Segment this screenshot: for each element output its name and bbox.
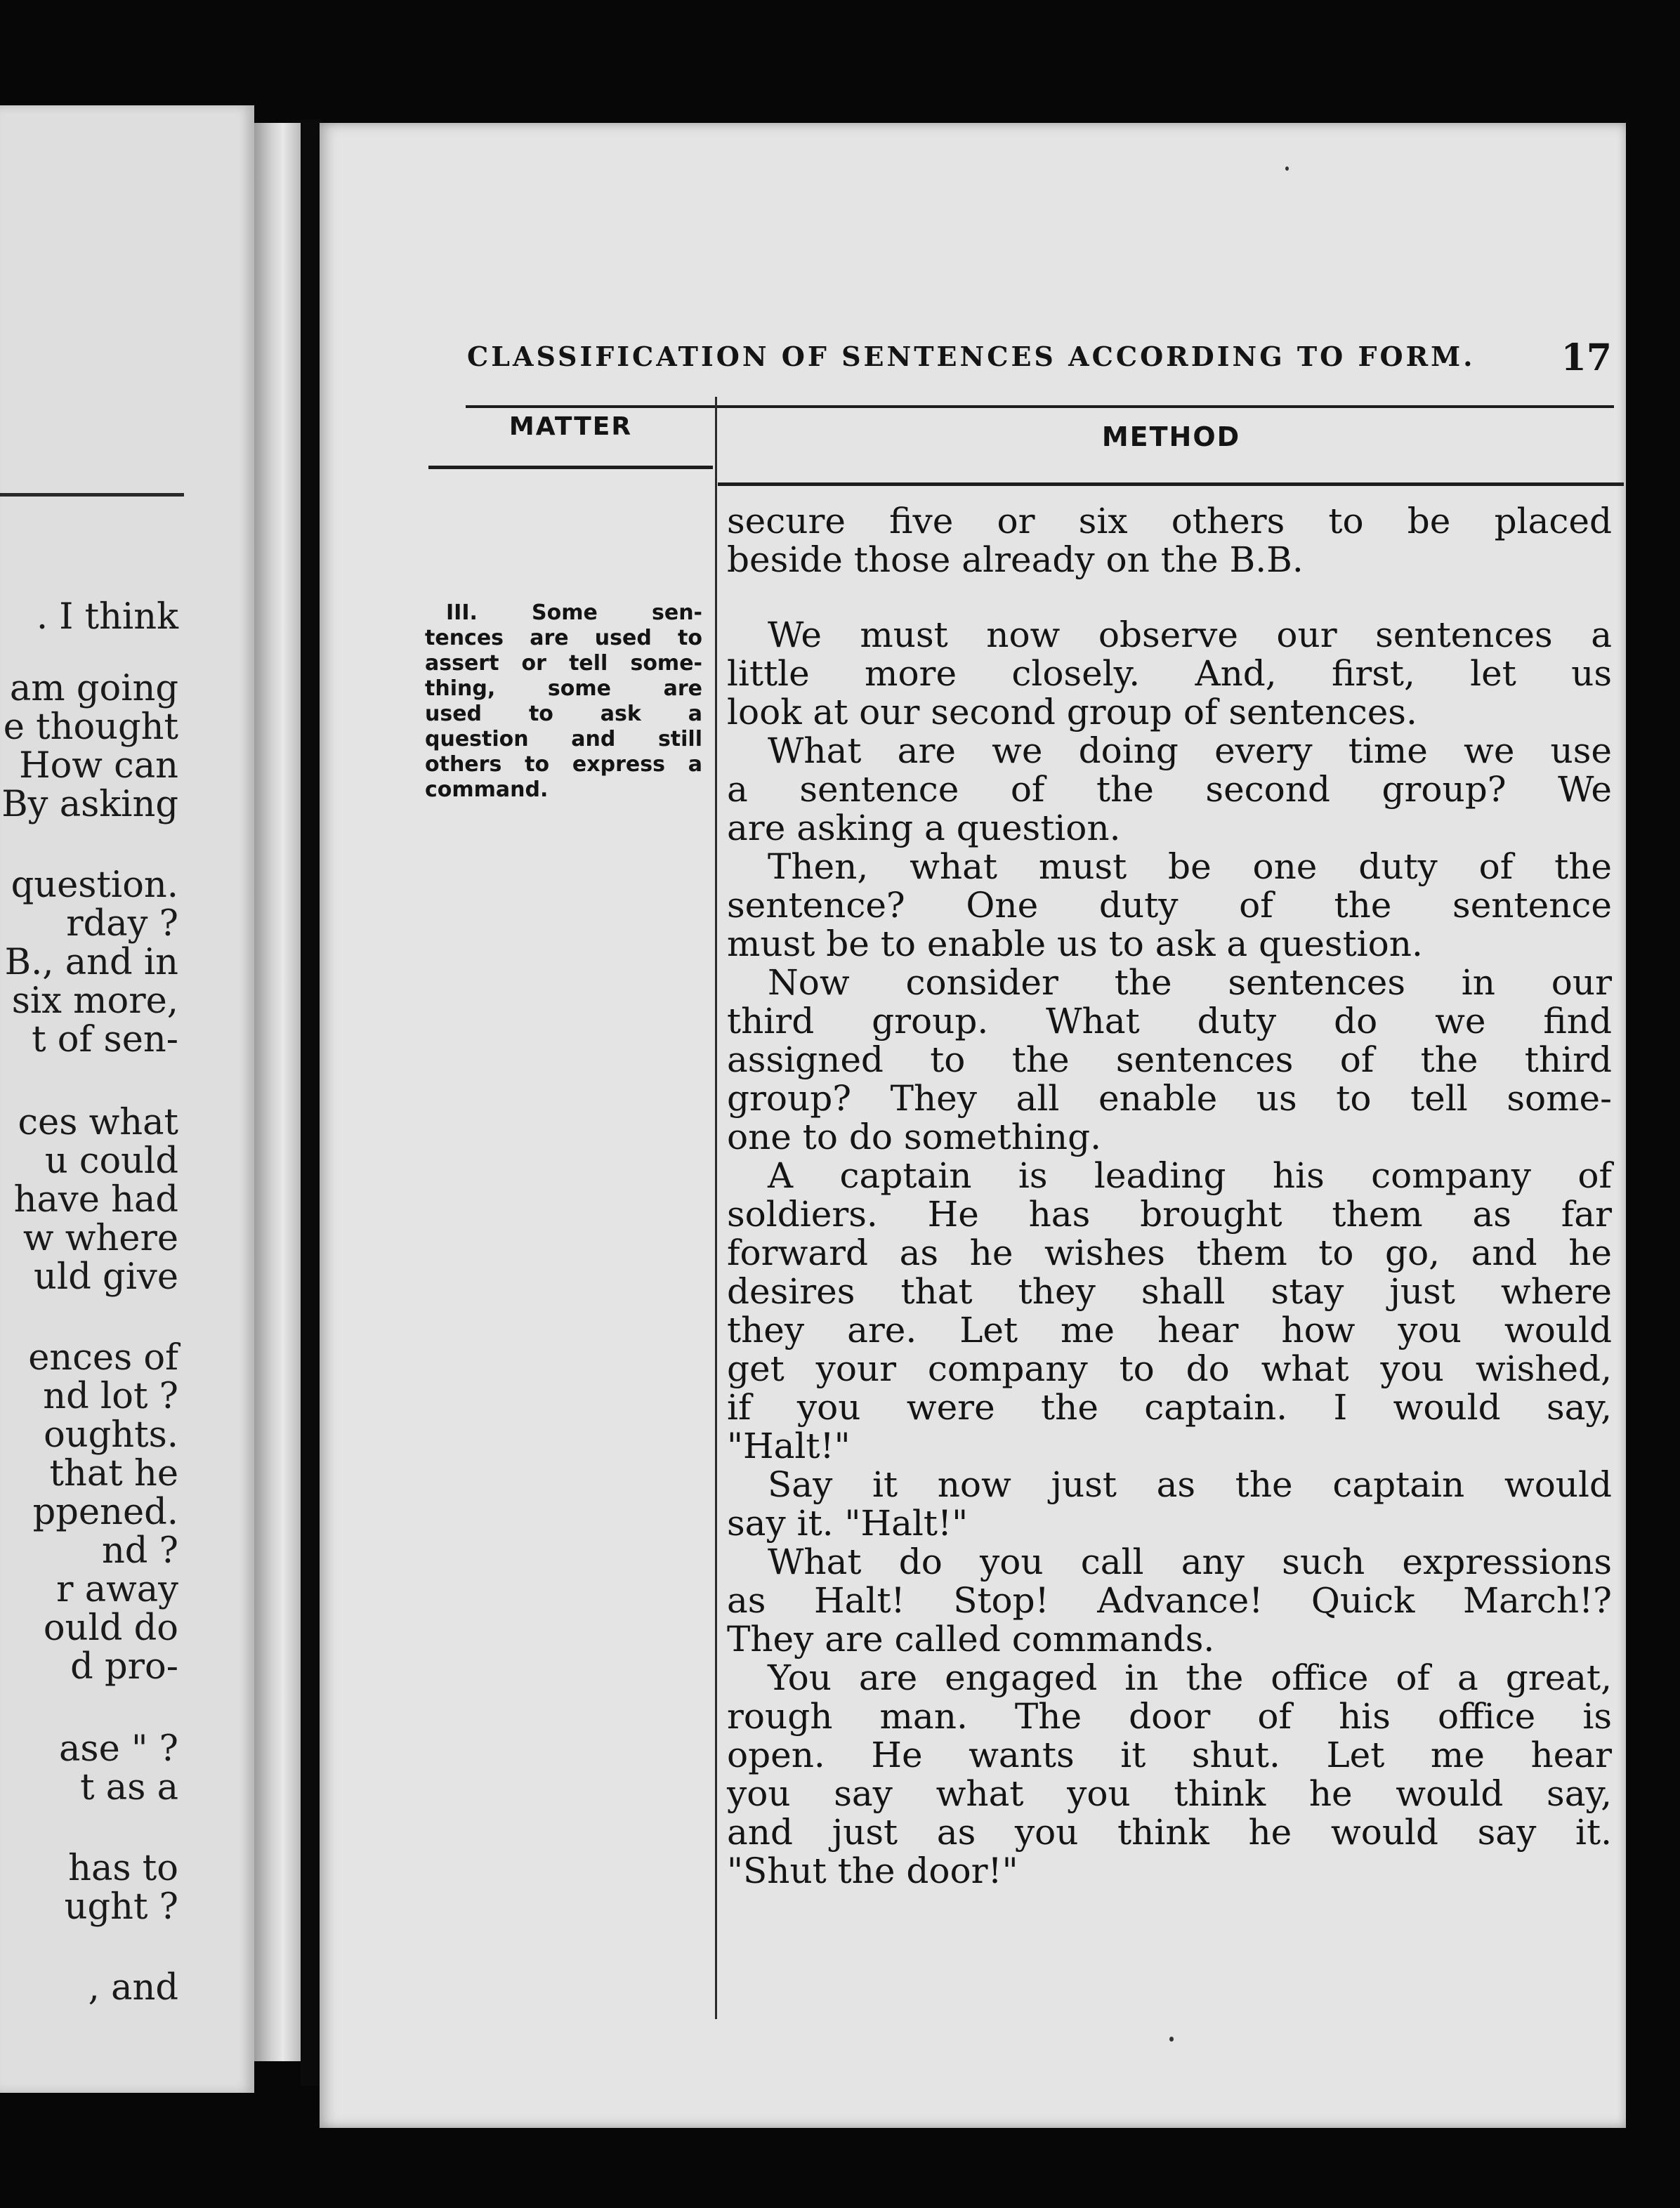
previous-page-line: have had [13,1179,178,1221]
margin-note-line: command. [425,777,549,802]
method-text-line: Now consider the sentences in our [768,962,1612,1003]
method-text-line: say it. "Halt!" [727,1503,969,1544]
previous-page-line: ase " ? [59,1728,178,1770]
method-text-line: a sentence of the second group? We [727,769,1612,810]
book-spine [254,123,302,2061]
method-text-line: must be to enable us to ask a question. [727,924,1423,964]
matter-column-header: MATTER [508,412,633,441]
previous-page-line: , and [88,1967,178,2009]
previous-page-line: r away [56,1569,178,1610]
paper-speck [1169,2037,1174,2042]
method-text-line: get your company to do what you wished, [727,1348,1612,1389]
previous-page-line: oughts. [44,1414,178,1456]
method-text-line: beside those already on the B.B. [727,539,1304,580]
previous-page-line: ould do [43,1608,178,1649]
previous-page-line: ences of [28,1337,178,1379]
method-column-header: METHOD [1101,421,1241,452]
previous-page-line: nd lot ? [43,1376,178,1417]
method-text-line: are asking a question. [727,808,1121,848]
method-text-line: third group. What duty do we find [727,1001,1612,1041]
previous-page-header-rule [0,493,184,497]
previous-page-line: nd ? [101,1530,178,1572]
previous-page-line: e thought [3,707,178,748]
method-text-line: one to do something. [727,1117,1102,1157]
previous-page-line: rday ? [66,903,178,945]
running-head-rule [466,405,1614,408]
previous-page [0,105,254,2093]
previous-page-line: has to [68,1848,178,1889]
method-text-line: if you were the captain. I would say, [727,1387,1612,1428]
method-header-rule [718,482,1624,486]
margin-note-line: used to ask a [425,702,702,726]
margin-note-line: assert or tell some- [425,651,702,676]
margin-note-line: tences are used to [425,626,702,650]
previous-page-line: u could [44,1141,178,1182]
method-text-line: We must now observe our sentences a [768,615,1612,655]
method-text-line: they are. Let me hear how you would [727,1310,1612,1351]
method-text-line: "Halt!" [727,1426,851,1466]
method-text [727,502,1612,1891]
gutter-shadow [301,119,322,2086]
method-text-line: little more closely. And, first, let us [727,653,1612,694]
previous-page-line: ces what [18,1102,178,1143]
current-page [320,123,1626,2128]
method-text-line: secure five or six others to be placed [727,501,1612,541]
previous-page-line: that he [49,1453,178,1494]
method-text-line: forward as he wishes them to go, and he [727,1233,1612,1273]
previous-page-line: t of sen- [32,1019,178,1060]
method-text-line: look at our second group of sentences. [727,692,1417,732]
margin-note-line: others to express a [425,752,702,777]
previous-page-line: t as a [80,1767,178,1808]
margin-note-line: III. Some sen- [446,600,702,625]
running-head [467,336,1612,390]
previous-page-line: How can [19,745,178,787]
method-text-line: assigned to the sentences of the third [727,1039,1612,1080]
method-text-line: What do you call any such expressions [768,1542,1612,1582]
method-text-line: as Halt! Stop! Advance! Quick March!? [727,1580,1612,1621]
previous-page-line: uld give [34,1256,178,1298]
method-text-line: soldiers. He has brought them as far [727,1194,1612,1235]
method-text-line: What are we doing every time we use [768,730,1612,771]
previous-page-line: B., and in [4,942,178,983]
method-text-line: desires that they shall stay just where [727,1271,1612,1312]
method-text-line: you say what you think he would say, [727,1773,1612,1814]
method-text-line: and just as you think he would say it. [727,1812,1612,1853]
method-text-line: A captain is leading his company of [768,1155,1612,1196]
method-text-line: Say it now just as the captain would [768,1464,1612,1505]
previous-page-line: d pro- [70,1646,178,1688]
matter-header-rule [428,466,713,469]
previous-page-line: question. [11,865,178,906]
method-text-line: sentence? One duty of the sentence [727,885,1612,926]
page-number: 17 [1561,336,1612,379]
method-text-line: They are called commands. [727,1619,1215,1660]
margin-note-line: question and still [425,727,702,751]
paper-speck [1285,166,1289,171]
previous-page-line: w where [22,1218,178,1259]
method-text-line: You are engaged in the office of a great, [768,1657,1612,1698]
previous-page-line: am going [9,668,178,709]
previous-page-line: six more, [11,980,178,1022]
previous-page-line: ught ? [64,1886,178,1928]
column-divider [715,397,717,2019]
method-text-line: Then, what must be one duty of the [768,846,1612,887]
running-head-title: CLASSIFICATION OF SENTENCES ACCORDING TO FORM. [467,341,1476,372]
method-text-line: rough man. The door of his office is [727,1696,1612,1737]
previous-page-line: . I think [36,596,178,638]
previous-page-line: ppened. [32,1492,178,1533]
method-text-line: "Shut the door!" [727,1851,1018,1891]
method-text-line: open. He wants it shut. Let me hear [727,1735,1612,1775]
margin-note [425,600,702,803]
previous-page-line: By asking [1,784,178,825]
margin-note-line: thing, some are [425,676,702,701]
method-text-line: group? They all enable us to tell some- [727,1078,1612,1119]
